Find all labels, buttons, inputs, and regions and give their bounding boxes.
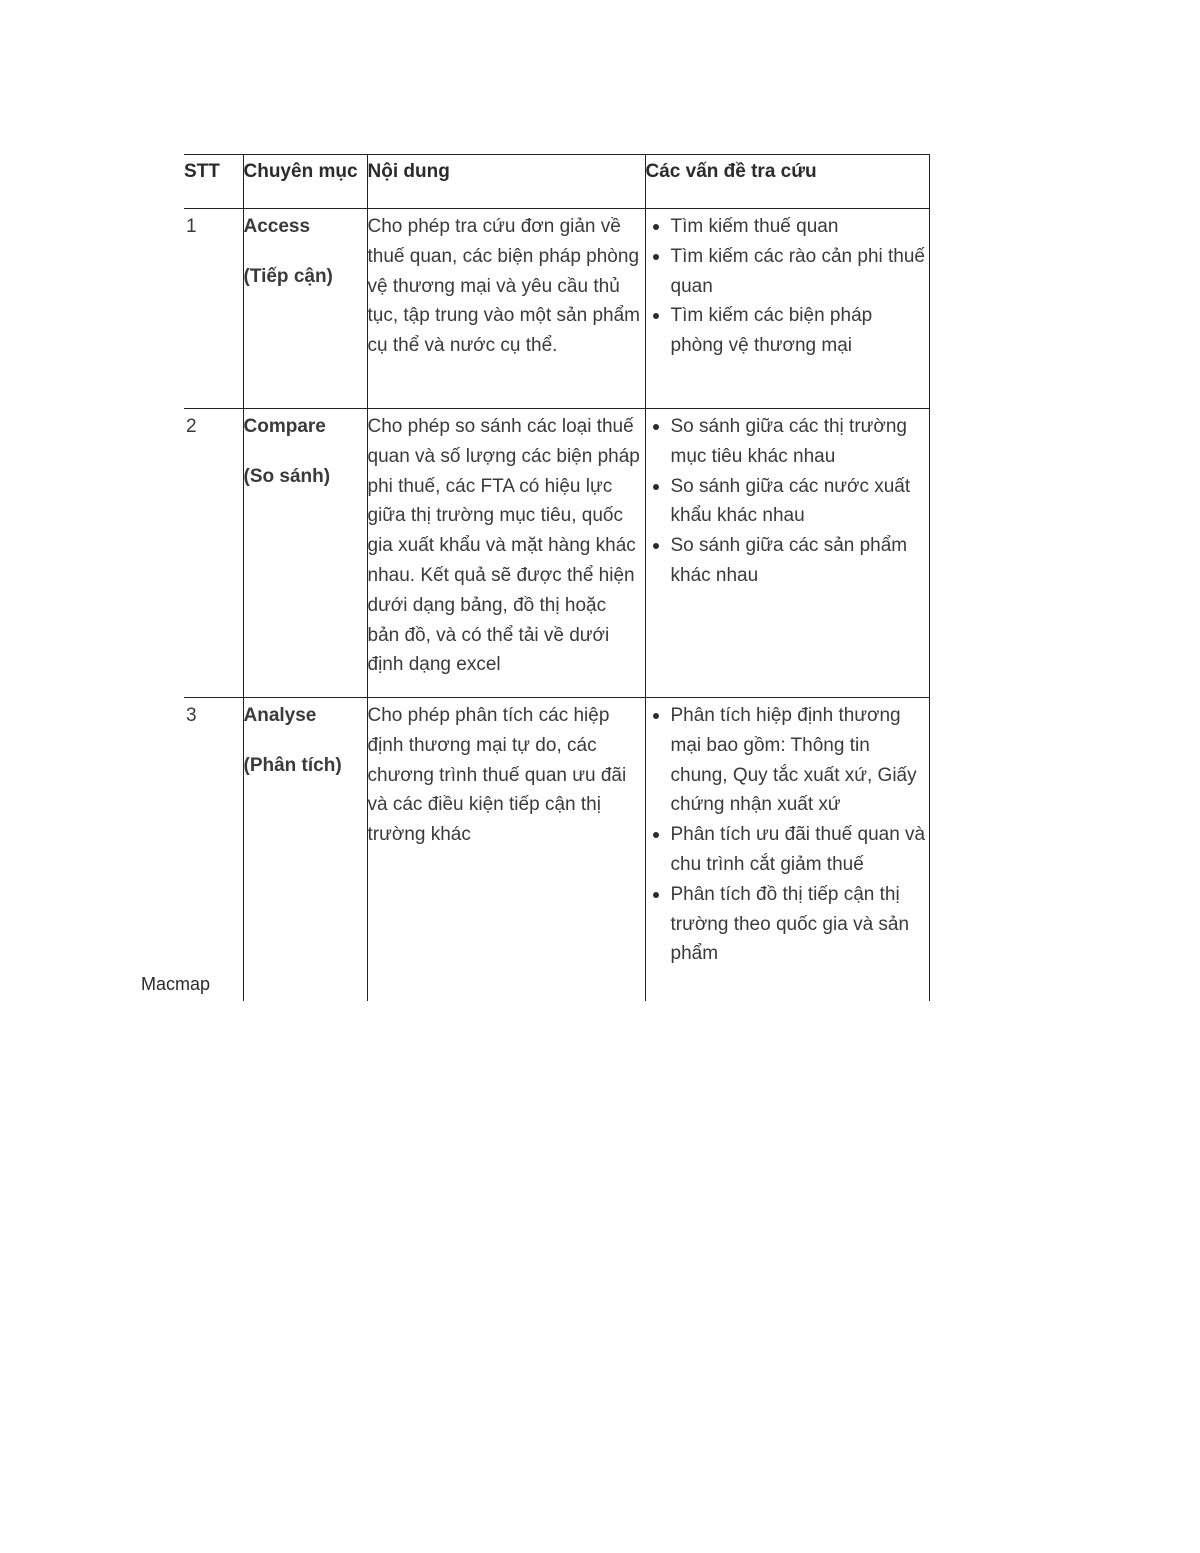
header-stt: STT [184, 155, 243, 209]
row-issues [645, 698, 929, 1002]
table-header-row [184, 155, 929, 209]
row-category [243, 698, 367, 1002]
issue-item: Phân tích ưu đãi thuế quan và chu trình cắt giảm thuế [671, 820, 929, 880]
table-row [184, 409, 929, 698]
category-vi: (So sánh) [243, 465, 331, 487]
header-content: Nội dung [367, 155, 645, 209]
issues-list [646, 701, 929, 969]
issue-item: So sánh giữa các nước xuất khẩu khác nhau [671, 472, 929, 532]
issue-item: Phân tích hiệp định thương mại bao gồm: Thông tin chung, Quy tắc xuất xứ, Giấy chứng nhận xuất xứ [671, 701, 929, 820]
row-stt: 2 [186, 416, 197, 437]
row-category [243, 409, 367, 698]
category-vi: (Tiếp cận) [243, 265, 333, 287]
row-content: Cho phép tra cứu đơn giản về thuế quan, các biện pháp phòng vệ thương mại và yêu cầu thủ tục, tập trung vào một sản phẩm cụ thể và nước cụ thể. [367, 209, 645, 409]
issue-item: Tìm kiếm các rào cản phi thuế quan [671, 242, 929, 302]
header-issues: Các vấn đề tra cứu [645, 155, 929, 209]
row-issues [645, 409, 929, 698]
caption-text: Macmap [141, 974, 211, 994]
table-row [184, 209, 929, 409]
issue-item: Phân tích đồ thị tiếp cận thị trường theo quốc gia và sản phẩm [671, 880, 929, 969]
category-en: Analyse [243, 705, 317, 726]
category-vi: (Phân tích) [243, 754, 342, 776]
row-content: Cho phép so sánh các loại thuế quan và số lượng các biện pháp phi thuế, các FTA có hiệu lực giữa thị trường mục tiêu, quốc gia xuất khẩu và mặt hàng khác nhau. Kết quả sẽ được thể hiện dưới dạng bảng, đồ thị hoặc bản đồ, và có thể tải về dưới định dạng excel [367, 409, 645, 698]
header-category: Chuyên mục [243, 155, 367, 209]
category-en: Access [243, 216, 311, 237]
row-stt: 1 [186, 216, 197, 237]
issue-item: So sánh giữa các sản phẩm khác nhau [671, 531, 929, 591]
category-en: Compare [243, 416, 326, 437]
row-issues [645, 209, 929, 409]
row-category [243, 209, 367, 409]
table-row [184, 698, 929, 1002]
issue-item: So sánh giữa các thị trường mục tiêu khác nhau [671, 412, 929, 472]
macmap-features-table [184, 154, 930, 1001]
issue-item: Tìm kiếm các biện pháp phòng vệ thương mại [671, 301, 929, 361]
row-stt: 3 [186, 705, 197, 726]
table-image [184, 154, 929, 965]
issues-list [646, 412, 929, 591]
issue-item: Tìm kiếm thuế quan [671, 212, 929, 242]
issues-list [646, 212, 929, 361]
row-content: Cho phép phân tích các hiệp định thương mại tự do, các chương trình thuế quan ưu đãi và các điều kiện tiếp cận thị trường khác [367, 698, 645, 1002]
